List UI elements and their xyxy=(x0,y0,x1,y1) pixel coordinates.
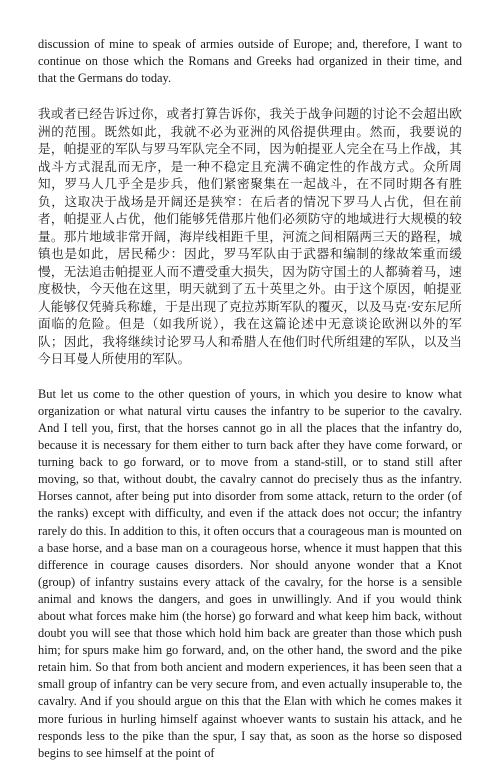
paragraph-chinese-translation: 我或者已经告诉过你，或者打算告诉你，我关于战争问题的讨论不会超出欧洲的范围。既然如此，我就不必为亚洲的风俗提供理由。然而，我要说的是，帕提亚的军队与罗马军队完全不同，因为帕提亚人完全在马上作战，其战斗方式混乱而无序，是一种不稳定且充满不确定性的作战方式。众所周知，罗马人几乎全是步兵，他们紧密聚集在一起战斗，在不同时期各有胜负，这取决于战场是开阔还是狭窄：在后者的情况下罗马人占优，但在前者，帕提亚人占优，他们能够凭借那片他们必须防守的地域进行大规模的较量。那片地域非常开阔，海岸线相距千里，河流之间相隔两三天的路程，城镇也是如此，居民稀少：因此，罗马军队由于武器和编制的缘故笨重而缓慢，无法追击帕提亚人而不遭受重大损失，因为防守国土的人都骑着马，速度极快，今天他在这里，明天就到了五十英里之外。由于这个原因，帕提亚人能够仅凭骑兵称雄，于是出现了克拉苏斯军队的覆灭，以及马克·安东尼所面临的危险。但是（如我所说），我在这篇论述中无意谈论欧洲以外的军队；因此，我将继续讨论罗马人和希腊人在他们时代所组建的军队，以及当今日耳曼人所使用的军队。 xyxy=(38,106,462,367)
paragraph-english-cavalry-infantry: But let us come to the other question of yours, in which you desire to know what organization or what natural virtu causes the infantry to be superior to the cavalry. And I tell you, first, that the horses cannot go in all the places that the infantry do, because it is necessary for them either to turn back after they have come forward, or turning back to go forward, or to move from a stand-still, or to stand still after moving, so that, without doubt, the cavalry cannot do precisely thus as the infantry. Horses cannot, after being put into disorder from some attack, return to the order (of the ranks) except with difficulty, and even if the attack does not occur; the infantry rarely do this. In addition to this, it often occurs that a courageous man is mounted on a base horse, and a base man on a courageous horse, whence it must happen that this difference in courage causes disorders. Nor should anyone wonder that a Knot (group) of infantry sustains every attack of the cavalry, for the horse is a sensible animal and knows the dangers, and goes in unwillingly. And if you would think about what forces make him (the horse) go forward and what keep him back, without doubt you will see that those which hold him back are greater than those which push him; for spurs make him go forward, and, on the other hand, the sword and the pike retain him. So that from both ancient and modern experiences, it has been seen that a small group of infantry can be very secure from, and even actually insuperable to, the cavalry. And if you should argue on this that the Elan with which he comes makes it more furious in hurling himself against whoever wants to sustain his attack, and he responds less to the pike than the spur, I say that, as soon as the horse so disposed begins to see himself at the point of xyxy=(38,386,462,760)
document-page xyxy=(38,36,462,762)
paragraph-english-continuation: discussion of mine to speak of armies outside of Europe; and, therefore, I want to continue on those which the Romans and Greeks had organized in their time, and that the Germans do today. xyxy=(38,37,462,86)
